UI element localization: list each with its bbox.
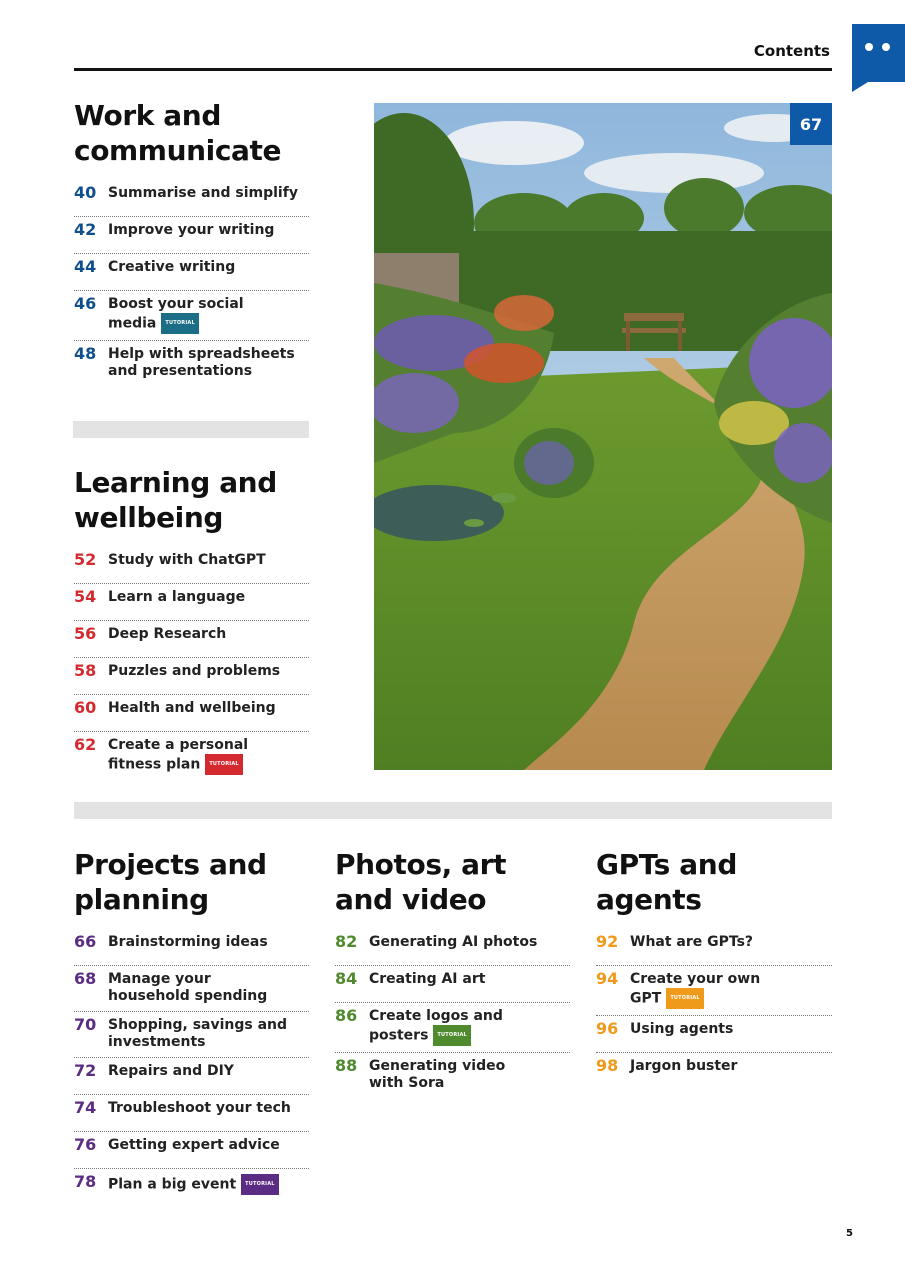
- entry-title: [108, 932, 268, 951]
- entry-title-line: Creating AI art: [369, 971, 486, 987]
- section-title-line: Work and: [74, 99, 221, 132]
- section-title-line: Projects and: [74, 848, 267, 881]
- contents-list: [74, 547, 309, 781]
- entry-page-number: 70: [74, 1015, 97, 1034]
- entry-page-number: 48: [74, 344, 97, 363]
- entry-title-line: Using agents: [630, 1021, 734, 1037]
- section-title-line: planning: [74, 883, 209, 916]
- entry-title-line: Getting expert advice: [108, 1137, 280, 1153]
- page-title: Contents: [753, 42, 830, 60]
- contents-list: [596, 929, 832, 1090]
- speech-bubble-tail: [852, 82, 868, 92]
- entry-title-line: Shopping, savings and: [108, 1017, 288, 1033]
- entry-title: [108, 294, 244, 334]
- tutorial-badge: TUTORIAL: [205, 754, 243, 775]
- entry-title-line: [108, 754, 248, 775]
- entry-title: [108, 183, 298, 202]
- section-photos-art-and-video: [335, 847, 570, 1098]
- entry-title-line: Troubleshoot your tech: [108, 1100, 291, 1116]
- entry-title-line: [108, 363, 295, 380]
- entry-title-line: Improve your writing: [108, 222, 275, 238]
- entry-title: [369, 969, 485, 988]
- page-number: 5: [846, 1228, 853, 1239]
- entry-title-text: media: [108, 315, 157, 332]
- section-title-line: wellbeing: [74, 501, 224, 534]
- entry-title-line: Create your own: [630, 971, 761, 987]
- entry-title: [108, 550, 266, 569]
- section-work-and-communicate: [74, 98, 309, 386]
- section-title-line: Photos, art: [335, 848, 507, 881]
- entry-title: [108, 220, 274, 239]
- entry-page-number: 62: [74, 735, 97, 754]
- entry-title-line: Generating AI photos: [369, 934, 538, 950]
- entry-title-line: Health and wellbeing: [108, 700, 276, 716]
- section-title-line: Learning and: [74, 466, 277, 499]
- section-title-line: GPTs and: [596, 848, 737, 881]
- entry-page-number: 98: [596, 1056, 619, 1075]
- contents-entry[interactable]: [74, 584, 309, 621]
- garden-illustration: [374, 103, 832, 770]
- contents-list: [335, 929, 570, 1098]
- entry-page-number: 54: [74, 587, 97, 606]
- entry-title-line: Brainstorming ideas: [108, 934, 268, 950]
- section-gpts-and-agents: [596, 847, 832, 1090]
- entry-title-text: posters: [369, 1027, 429, 1044]
- contents-entry[interactable]: [74, 217, 309, 254]
- entry-title-line: Help with spreadsheets: [108, 346, 295, 362]
- contents-entry[interactable]: [74, 547, 309, 584]
- entry-page-number: 84: [335, 969, 358, 988]
- tutorial-badge: TUTORIAL: [433, 1025, 471, 1046]
- section-title: [74, 847, 309, 917]
- contents-entry[interactable]: [74, 1058, 309, 1095]
- entry-title: [108, 735, 248, 775]
- contents-entry[interactable]: [74, 732, 309, 781]
- entry-page-number: 44: [74, 257, 97, 276]
- entry-title: [369, 932, 537, 951]
- entry-title: [108, 969, 267, 1005]
- entry-title: [108, 257, 235, 276]
- contents-entry[interactable]: [74, 966, 309, 1012]
- contents-entry[interactable]: [74, 180, 309, 217]
- contents-entry[interactable]: [74, 341, 309, 386]
- entry-title-line: [630, 988, 760, 1009]
- entry-title-text: GPT: [630, 990, 662, 1007]
- section-projects-and-planning: [74, 847, 309, 1206]
- entry-page-number: 92: [596, 932, 619, 951]
- entry-title: [108, 1098, 291, 1117]
- entry-page-number: 86: [335, 1006, 358, 1025]
- contents-entry[interactable]: [74, 254, 309, 291]
- contents-entry[interactable]: [74, 658, 309, 695]
- entry-title-line: Summarise and simplify: [108, 185, 298, 201]
- section-title: [596, 847, 832, 917]
- entry-page-number: 74: [74, 1098, 97, 1117]
- entry-title: [108, 698, 276, 717]
- tutorial-badge: TUTORIAL: [161, 313, 199, 334]
- entry-page-number: 76: [74, 1135, 97, 1154]
- entry-title-line: [108, 1034, 287, 1051]
- entry-title-line: [108, 988, 267, 1005]
- section-title: [74, 98, 309, 168]
- entry-title-line: Study with ChatGPT: [108, 552, 266, 568]
- entry-title: [630, 969, 760, 1009]
- entry-title-line: [108, 313, 244, 334]
- entry-title: [108, 661, 280, 680]
- entry-page-number: 56: [74, 624, 97, 643]
- dot-icon: [882, 43, 890, 51]
- feature-page-number: 67: [790, 103, 832, 145]
- contents-list: [74, 929, 309, 1206]
- separator-bar: [73, 421, 309, 438]
- entry-page-number: 78: [74, 1172, 97, 1191]
- entry-title-line: [369, 1075, 505, 1092]
- entry-title-line: Plan a big event TUTORIAL: [108, 1174, 279, 1195]
- contents-entry[interactable]: [74, 1095, 309, 1132]
- entry-title-line: Jargon buster: [630, 1058, 738, 1074]
- tutorial-badge: TUTORIAL: [666, 988, 704, 1009]
- entry-title-line: Create a personal: [108, 737, 249, 753]
- contents-entry[interactable]: [335, 929, 570, 966]
- entry-page-number: 60: [74, 698, 97, 717]
- entry-page-number: 58: [74, 661, 97, 680]
- contents-entry[interactable]: [335, 966, 570, 1003]
- entry-page-number: 96: [596, 1019, 619, 1038]
- entry-page-number: 94: [596, 969, 619, 988]
- entry-page-number: 66: [74, 932, 97, 951]
- entry-title: [369, 1006, 503, 1046]
- entry-title-text: fitness plan: [108, 756, 201, 773]
- entry-title-text: household spending: [108, 988, 268, 1004]
- entry-title: [630, 1056, 737, 1075]
- section-title-line: and video: [335, 883, 487, 916]
- entry-page-number: 82: [335, 932, 358, 951]
- entry-title: [108, 344, 295, 380]
- contents-entry[interactable]: [74, 1132, 309, 1169]
- entry-page-number: 52: [74, 550, 97, 569]
- entry-page-number: 72: [74, 1061, 97, 1080]
- entry-page-number: 40: [74, 183, 97, 202]
- contents-list: [74, 180, 309, 386]
- garden-path-photo: [374, 103, 832, 770]
- entry-title-line: Learn a language: [108, 589, 246, 605]
- entry-title: [630, 1019, 733, 1038]
- entry-title: [108, 1015, 287, 1051]
- entry-title-line: Repairs and DIY: [108, 1063, 234, 1079]
- contents-entry[interactable]: [335, 1053, 570, 1098]
- contents-entry[interactable]: [596, 966, 832, 1016]
- contents-entry[interactable]: [335, 1003, 570, 1053]
- entry-title-line: What are GPTs?: [630, 934, 754, 950]
- entry-title: [108, 587, 245, 606]
- entry-title-line: Manage your: [108, 971, 211, 987]
- entry-title-line: Deep Research: [108, 626, 227, 642]
- contents-entry[interactable]: [596, 929, 832, 966]
- entry-title-text: with Sora: [369, 1075, 445, 1091]
- entry-title: [630, 932, 753, 951]
- header-rule: [74, 68, 832, 71]
- entry-title: [108, 1172, 279, 1195]
- separator-bar: [74, 802, 832, 819]
- entry-page-number: 88: [335, 1056, 358, 1075]
- contents-entry[interactable]: [74, 621, 309, 658]
- contents-entry[interactable]: [74, 1169, 309, 1206]
- entry-title-line: [369, 1025, 503, 1046]
- entry-title-text: and presentations: [108, 363, 253, 379]
- section-title: [335, 847, 570, 917]
- entry-title-line: Puzzles and problems: [108, 663, 281, 679]
- section-title: [74, 465, 309, 535]
- contents-entry[interactable]: [74, 929, 309, 966]
- entry-page-number: 42: [74, 220, 97, 239]
- contents-entry[interactable]: [74, 695, 309, 732]
- entry-title-line: Boost your social: [108, 296, 244, 312]
- entry-title: [108, 1061, 234, 1080]
- dot-icon: [865, 43, 873, 51]
- contents-entry[interactable]: [596, 1016, 832, 1053]
- tutorial-badge: TUTORIAL: [241, 1174, 279, 1195]
- entry-title-line: Create logos and: [369, 1008, 503, 1024]
- entry-page-number: 46: [74, 294, 97, 313]
- contents-entry[interactable]: [74, 1012, 309, 1058]
- speech-bubble-icon: [852, 24, 905, 82]
- contents-entry[interactable]: [74, 291, 309, 341]
- entry-title: [369, 1056, 505, 1092]
- entry-title: [108, 624, 226, 643]
- section-title-line: agents: [596, 883, 702, 916]
- section-learning-and-wellbeing: [74, 465, 309, 781]
- entry-title-text: investments: [108, 1034, 206, 1050]
- entry-page-number: 68: [74, 969, 97, 988]
- entry-title: [108, 1135, 280, 1154]
- entry-title-line: Generating video: [369, 1058, 506, 1074]
- section-title-line: communicate: [74, 134, 282, 167]
- entry-title-line: Creative writing: [108, 259, 236, 275]
- contents-entry[interactable]: [596, 1053, 832, 1090]
